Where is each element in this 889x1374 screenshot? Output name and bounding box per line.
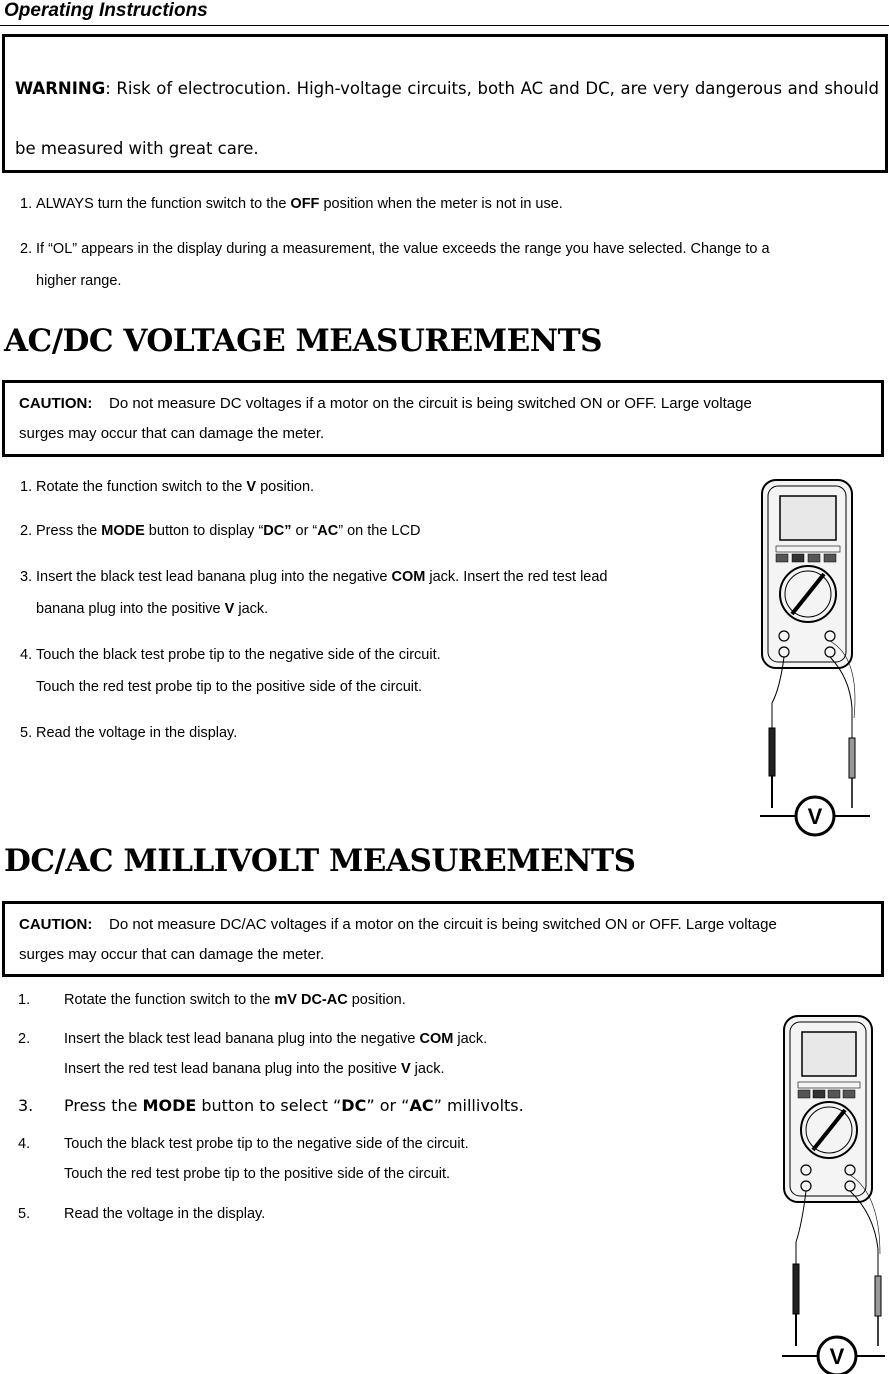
- caution-label: CAUTION:: [19, 916, 93, 933]
- warning-label: WARNING: [15, 79, 106, 98]
- page-title: Operating Instructions: [4, 0, 208, 21]
- list-item: 3. Insert the black test lead banana plug into the negative COM jack. Insert the red test lead banana plug into the positive V jack.: [20, 569, 608, 617]
- header-divider: [0, 25, 889, 26]
- caution-box: CAUTION: Do not measure DC/AC voltages if a motor on the circuit is being switched ON or OFF. Large voltage surges may occur that can damage the meter.: [2, 901, 884, 977]
- list-item: 4. Touch the black test probe tip to the negative side of the circuit. Touch the red test probe tip to the positive side of the circuit.: [20, 647, 441, 695]
- list-item: 3. Press the MODE button to select “DC” or “AC” millivolts.: [18, 1096, 524, 1115]
- list-item: 5. Read the voltage in the display.: [18, 1206, 266, 1222]
- list-item: 2. Insert the black test lead banana plug into the negative COM jack. Insert the red test lead banana plug into the positive V jack.: [18, 1031, 488, 1077]
- section-heading-voltage: AC/DC VOLTAGE MEASUREMENTS: [4, 323, 603, 359]
- voltmeter-symbol: V: [829, 1344, 845, 1369]
- list-item: 1. Rotate the function switch to the V position.: [20, 479, 315, 495]
- section-heading-millivolt: DC/AC MILLIVOLT MEASUREMENTS: [4, 843, 636, 879]
- voltmeter-symbol: V: [807, 804, 823, 829]
- multimeter-icon: [762, 480, 852, 668]
- list-item: 2. If “OL” appears in the display during a measurement, the value exceeds the range you have selected. Change to a higher range.: [20, 241, 770, 289]
- warning-text: WARNING: Risk of electrocution. High-voltage circuits, both AC and DC, are very dangerous and should be measured with great care.: [15, 79, 879, 158]
- multimeter-diagram: [762, 1014, 887, 1374]
- list-item: 2. Press the MODE button to display “DC” or “AC” on the LCD: [20, 523, 421, 539]
- multimeter-icon: [784, 1016, 872, 1202]
- list-item: 4. Touch the black test probe tip to the negative side of the circuit. Touch the red test probe tip to the positive side of the circuit.: [18, 1136, 469, 1182]
- warning-box: [2, 34, 888, 173]
- caution-box: CAUTION: Do not measure DC voltages if a motor on the circuit is being switched ON or OFF. Large voltage surges may occur that can damage the meter.: [2, 380, 884, 457]
- list-item: 5. Read the voltage in the display.: [20, 725, 238, 741]
- list-item: 1. Rotate the function switch to the mV DC-AC position.: [18, 992, 406, 1008]
- multimeter-diagram: [740, 478, 885, 838]
- caution-label: CAUTION:: [19, 395, 93, 412]
- list-item: 1. ALWAYS turn the function switch to the OFF position when the meter is not in use.: [20, 196, 563, 212]
